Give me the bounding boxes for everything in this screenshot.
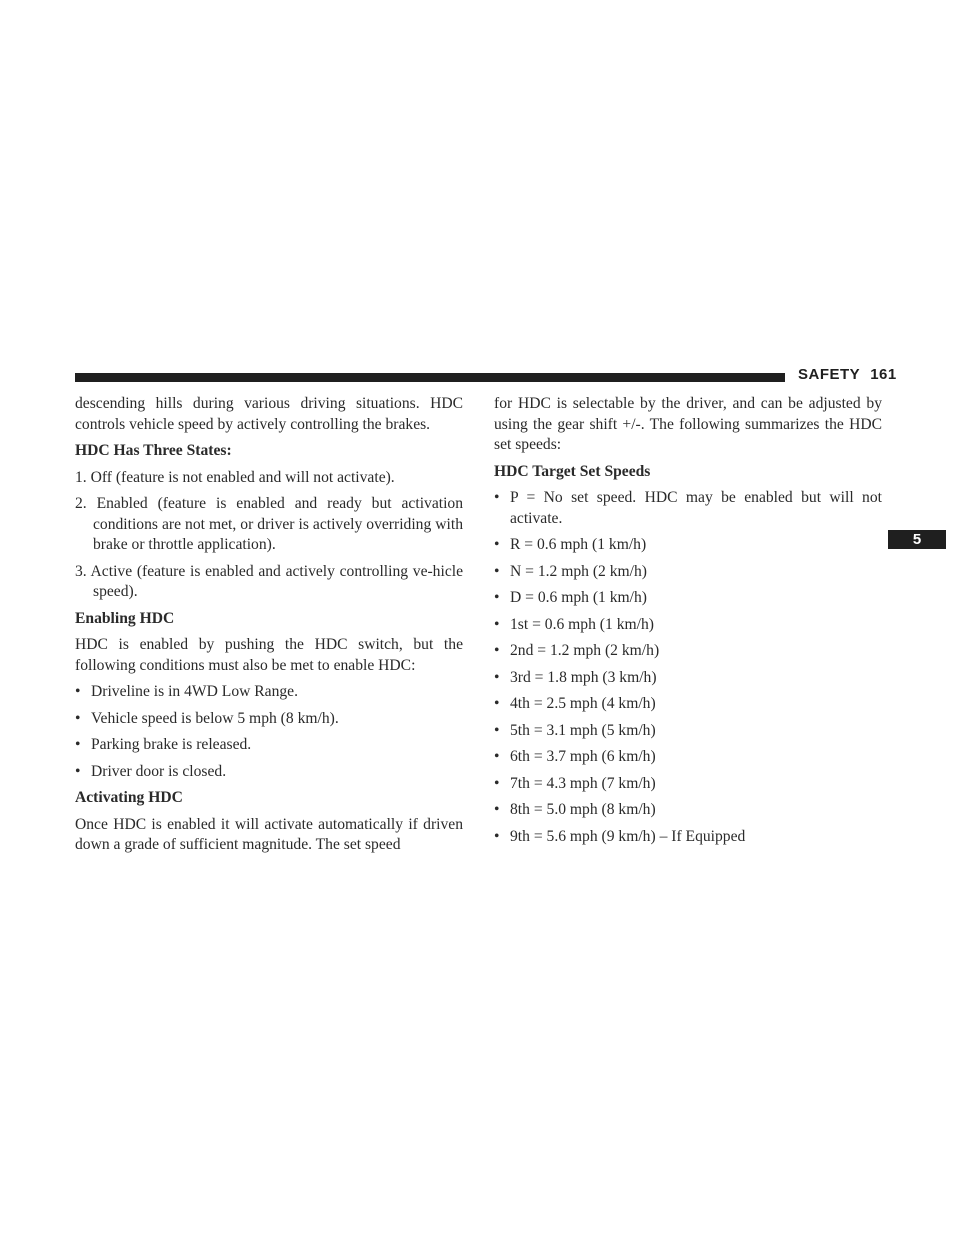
state-item-1: 1. Off (feature is not enabled and will not activate).: [75, 468, 395, 486]
list-item: • N = 1.2 mph (2 km/h): [494, 562, 882, 583]
bullet-icon: •: [75, 709, 81, 727]
activating-heading: Activating HDC: [75, 789, 183, 806]
list-item: • 3rd = 1.8 mph (3 km/h): [494, 668, 882, 689]
section-title: SAFETY: [798, 366, 861, 383]
bullet-icon: •: [494, 536, 500, 553]
bullet-icon: •: [494, 562, 500, 580]
list-item: • D = 0.6 mph (1 km/h): [494, 588, 882, 609]
left-column: [75, 394, 463, 862]
list-item: • 6th = 3.7 mph (6 km/h): [494, 747, 882, 768]
continuation-paragraph: for HDC is selectable by the driver, and can be adjusted by using the gear shift +/-. The following summarizes the HDC set speeds:: [494, 395, 882, 453]
bullet-icon: •: [494, 695, 500, 712]
list-item: • 4th = 2.5 mph (4 km/h): [494, 694, 882, 715]
enabling-heading: Enabling HDC: [75, 609, 175, 627]
list-item: • Parking brake is released.: [75, 735, 463, 756]
bullet-icon: •: [75, 762, 81, 780]
list-item: • 1st = 0.6 mph (1 km/h): [494, 615, 882, 636]
right-column: [494, 394, 882, 853]
bullet-icon: •: [494, 589, 500, 606]
states-heading: HDC Has Three States:: [75, 442, 232, 459]
header-rule: [75, 373, 785, 382]
list-item: • Vehicle speed is below 5 mph (8 km/h).: [75, 709, 463, 730]
bullet-icon: •: [75, 736, 81, 753]
bullet-icon: •: [494, 748, 500, 765]
list-item: • R = 0.6 mph (1 km/h): [494, 535, 882, 556]
running-header: [798, 366, 897, 383]
bullet-icon: •: [75, 683, 81, 700]
list-item: • P = No set speed. HDC may be enabled but will not activate.: [494, 489, 882, 527]
conditions-list: [75, 682, 463, 782]
list-item: • 7th = 4.3 mph (7 km/h): [494, 774, 882, 795]
page-number: 161: [870, 366, 897, 383]
list-item: • Driver door is closed.: [75, 762, 463, 783]
state-item-3: 3. Active (feature is enabled and actively controlling ve-hicle speed).: [75, 562, 463, 600]
speeds-list: [494, 488, 882, 847]
intro-paragraph: descending hills during various driving situations. HDC controls vehicle speed by actively controlling the brakes.: [75, 395, 463, 433]
bullet-icon: •: [494, 774, 500, 792]
bullet-icon: •: [494, 801, 500, 818]
speeds-heading: HDC Target Set Speeds: [494, 462, 651, 480]
bullet-icon: •: [494, 642, 500, 659]
activating-paragraph: Once HDC is enabled it will activate automatically if driven down a grade of sufficient magnitude. The set speed: [75, 815, 463, 853]
list-item: • 5th = 3.1 mph (5 km/h): [494, 721, 882, 742]
bullet-icon: •: [494, 615, 500, 633]
enabling-paragraph: HDC is enabled by pushing the HDC switch, but the following conditions must also be met to enable HDC:: [75, 636, 463, 674]
bullet-icon: •: [494, 827, 500, 845]
list-item: • 9th = 5.6 mph (9 km/h) – If Equipped: [494, 827, 882, 848]
chapter-tab: 5: [888, 530, 946, 549]
list-item: • 2nd = 1.2 mph (2 km/h): [494, 641, 882, 662]
list-item: • Driveline is in 4WD Low Range.: [75, 682, 463, 703]
list-item: • 8th = 5.0 mph (8 km/h): [494, 800, 882, 821]
bullet-icon: •: [494, 668, 500, 686]
bullet-icon: •: [494, 721, 500, 739]
bullet-icon: •: [494, 489, 500, 506]
state-item-2: 2. Enabled (feature is enabled and ready but activation conditions are not met, or driver is actively overriding with brake or throttle application).: [75, 495, 463, 553]
